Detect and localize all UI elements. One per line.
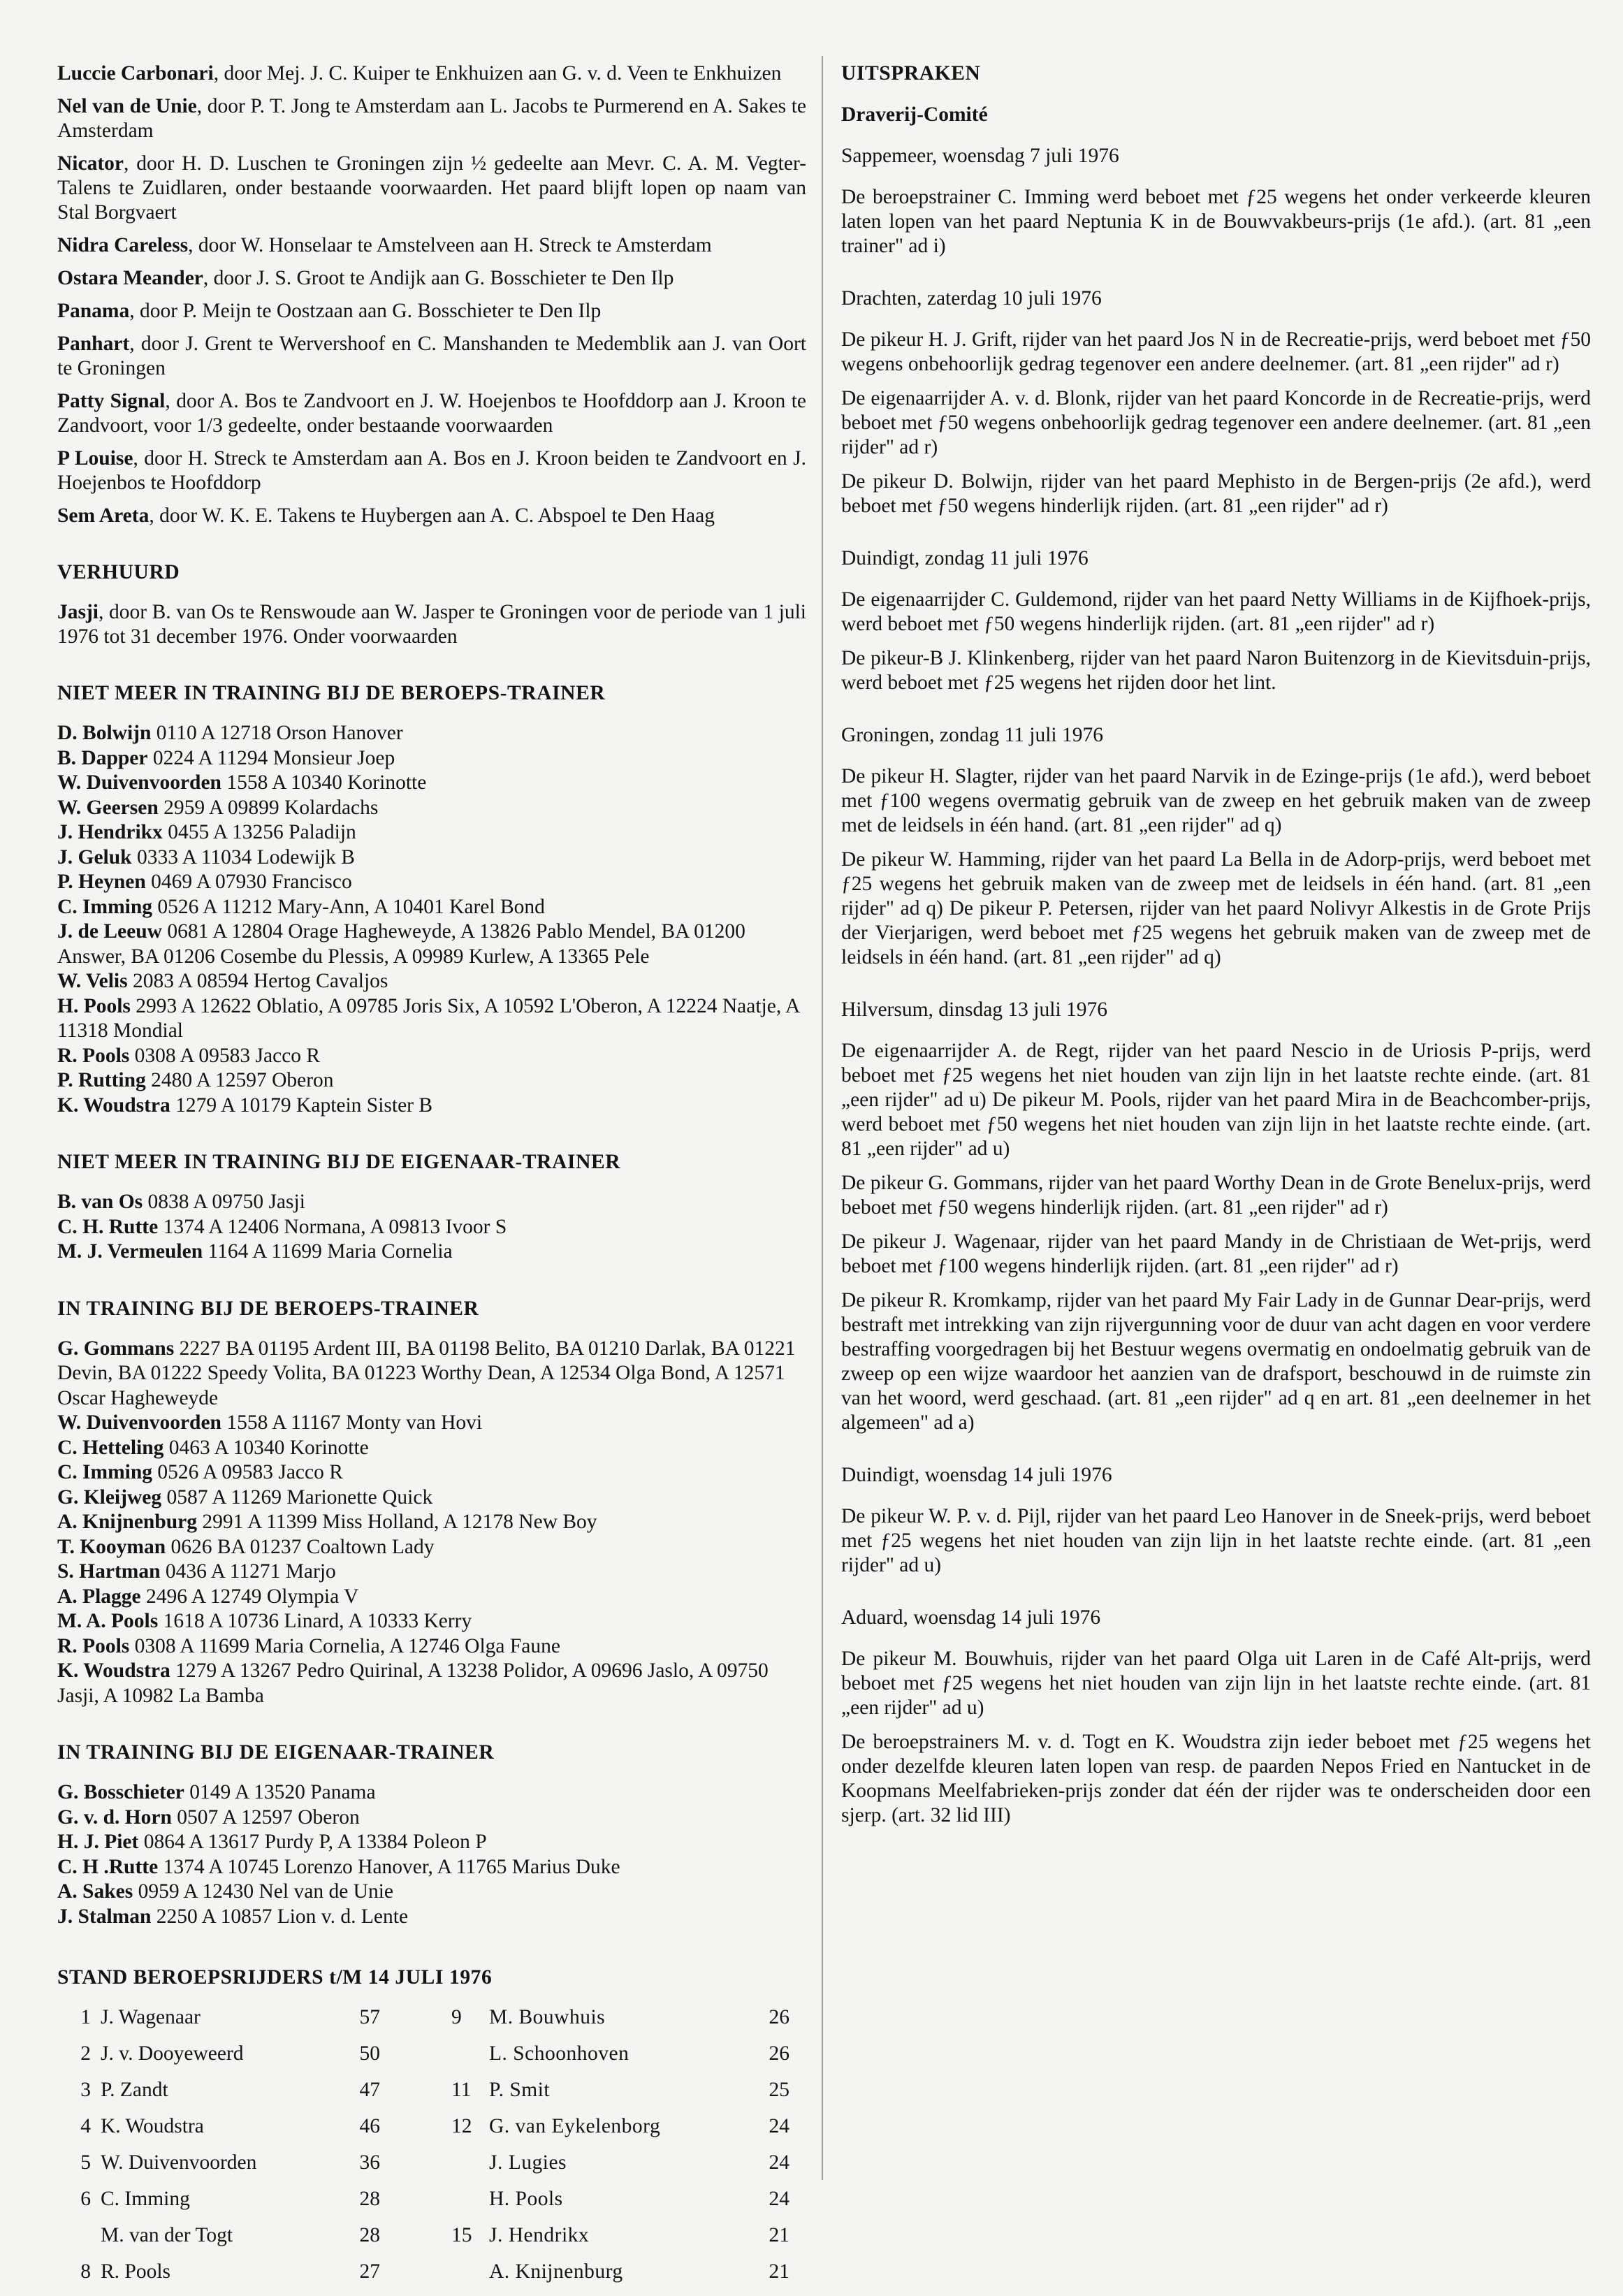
- horse-name: Nel van de Unie: [57, 95, 197, 117]
- horse-name: Patty Signal: [57, 390, 166, 412]
- stand-name: M. van der Togt: [101, 2224, 233, 2246]
- meeting-location: Hilversum, dinsdag 13 juli 1976: [841, 998, 1108, 1021]
- stand-left: [57, 2151, 432, 2175]
- meeting-section: [841, 998, 1591, 1435]
- trainer-entry: [57, 1830, 806, 1855]
- ruling-text: De pikeur R. Kromkamp, rijder van het paard My Fair Lady in de Gunnar Dear-prijs, werd bestraft met intrekking van zijn rijvergunning voor de duur van acht dagen en voor verdere bestraffing voorgedragen bij het Bestuur wegens overmatig en ondoelmatig gebruik van de zweep op een wijze waardoor het aanzien van de drafsport, beschouwd in de ruimste zin van het woord, werd geschaad. (art. 81 „een rijder" ad q en art. 81 „een deelnemer in het algemeen" ad a): [841, 1289, 1591, 1434]
- trainer-horses: 2496 A 12749 Olympia V: [140, 1585, 359, 1608]
- transfer-text: , door J. S. Groot te Andijk aan G. Bosschieter te Den Ilp: [203, 267, 674, 289]
- stand-left: [57, 2260, 432, 2284]
- trainer-entry: [57, 1240, 806, 1265]
- meeting-section: [841, 1463, 1591, 1578]
- trainer-entry: [57, 1855, 806, 1880]
- horse-name: P Louise: [57, 447, 133, 470]
- stand-points: 28: [359, 2188, 380, 2210]
- trainer-name: C. H. Rutte: [57, 1215, 159, 1238]
- stand-rank: 9: [451, 2006, 462, 2028]
- trainer-name: R. Pools: [57, 1634, 130, 1657]
- stand-points: 28: [359, 2224, 380, 2246]
- trainer-name: G. v. d. Horn: [57, 1805, 172, 1829]
- stand-points: 21: [769, 2260, 789, 2283]
- trainer-entry: [57, 994, 806, 1044]
- trainer-name: B. van Os: [57, 1191, 143, 1213]
- trainer-name: P. Heynen: [57, 871, 146, 893]
- stand-heading: STAND BEROEPSRIJDERS t/M 14 JULI 1976: [57, 1966, 493, 1989]
- meeting-section: [841, 723, 1591, 970]
- stand-left: [57, 2114, 432, 2139]
- trainer-horses: 2250 A 10857 Lion v. d. Lente: [151, 1905, 409, 1928]
- transfer-text: , door H. D. Luschen te Groningen zijn ½ gedeelte aan Mevr. C. A. M. Vegter-Talens te Zuidlaren, onder bestaande voorwaarden. Het paard blijft lopen op naam van Stal Borgvaert: [57, 152, 806, 224]
- ruling-text: De beroepstrainers M. v. d. Togt en K. Woudstra zijn ieder beboet met ƒ25 wegens het onder dezelfde kleuren laten lopen van resp. de paarden Nepos Fried en Nantucket in de Koopmans Meelfabrieken-prijs zonder dat één der rijder was te onderscheiden door een sjerp. (art. 32 lid III): [841, 1731, 1591, 1826]
- trainer-horses: 1558 A 10340 Korinotte: [221, 771, 427, 794]
- trainer-horses: 1374 A 10745 Lorenzo Hanover, A 11765 Marius Duke: [158, 1855, 620, 1878]
- stand-row: [57, 2223, 806, 2260]
- meeting-section: [841, 286, 1591, 518]
- stand-points: 25: [769, 2079, 789, 2101]
- ruling-text: De pikeur J. Wagenaar, rijder van het paard Mandy in de Christiaan de Wet-prijs, werd beboet met ƒ100 wegens hinderlijk rijden. (art. 81 „een rijder" ad r): [841, 1230, 1591, 1277]
- stand-points: 50: [359, 2042, 380, 2065]
- trainer-name: W. Geersen: [57, 796, 159, 819]
- trainer-name: A. Knijnenburg: [57, 1511, 197, 1533]
- stand-points: 24: [769, 2115, 789, 2137]
- transfer-entry: [57, 299, 806, 324]
- transfer-entry: [57, 94, 806, 143]
- horse-name: Nicator: [57, 152, 124, 175]
- trainer-horses: 0149 A 13520 Panama: [184, 1781, 376, 1803]
- stand-right: [432, 2042, 806, 2066]
- transfer-text: , door P. T. Jong te Amsterdam aan L. Jacobs te Purmerend en A. Sakes te Amsterdam: [57, 95, 807, 142]
- trainer-entry: [57, 870, 806, 895]
- trainer-horses: 2480 A 12597 Oberon: [145, 1069, 334, 1091]
- ruling-text: De pikeur W. Hamming, rijder van het paard La Bella in de Adorp-prijs, werd beboet met ƒ25 wegens het gebruik maken van de zweep met de leidsels in één hand. (art. 81 „een rijder" ad q) De pikeur P. Petersen, rijder van het paard Nolivyr Alkestis in de Grote Prijs der Vierjarigen, werd beboet met ƒ25 wegens het gebruik maken van de zweep met de leidsels in één hand. (art. 81 „een rijder" ad q): [841, 848, 1591, 968]
- stand-name: J. Lugies: [489, 2151, 567, 2174]
- stand-name: R. Pools: [101, 2260, 171, 2283]
- section-heading: IN TRAINING BIJ DE BEROEPS-TRAINER: [57, 1297, 479, 1320]
- stand-right: [432, 2005, 806, 2030]
- stand-right: [432, 2223, 806, 2248]
- stand-rank: [57, 2223, 101, 2248]
- trainer-name: J. Hendrikx: [57, 821, 163, 843]
- section-heading: NIET MEER IN TRAINING BIJ DE EIGENAAR-TRAINER: [57, 1151, 621, 1173]
- trainer-horses: 0526 A 11212 Mary-Ann, A 10401 Karel Bond: [152, 895, 545, 918]
- stand-row: [57, 2187, 806, 2223]
- trainer-entry: [57, 1337, 806, 1411]
- trainer-name: K. Woudstra: [57, 1093, 170, 1117]
- stand-name: L. Schoonhoven: [489, 2042, 629, 2065]
- trainer-entry: [57, 1436, 806, 1461]
- trainer-name: W. Duivenvoorden: [57, 1411, 221, 1434]
- horse-name: Sem Areta: [57, 504, 150, 527]
- verhuurd-entry: [57, 600, 806, 649]
- trainer-entry: [57, 1044, 806, 1069]
- trainer-name: P. Rutting: [57, 1069, 146, 1091]
- stand-points: 26: [769, 2006, 789, 2028]
- trainer-name: R. Pools: [57, 1044, 130, 1067]
- trainer-horses: 1374 A 12406 Normana, A 09813 Ivoor S: [158, 1215, 507, 1238]
- transfer-text: , door J. Grent te Wervershoof en C. Manshanden te Medemblik aan J. van Oort te Groningen: [57, 333, 806, 379]
- stand-points: 57: [359, 2006, 380, 2028]
- trainer-name: C. Imming: [57, 1461, 153, 1483]
- transfer-entry: [57, 389, 806, 438]
- trainer-horses: 0469 A 07930 Francisco: [145, 871, 352, 893]
- trainer-name: C. H .Rutte: [57, 1855, 159, 1878]
- trainer-entry: [57, 721, 806, 746]
- trainer-name: H. Pools: [57, 994, 131, 1017]
- trainer-name: K. Woudstra: [57, 1659, 170, 1682]
- meeting-location: Sappemeer, woensdag 7 juli 1976: [841, 145, 1119, 167]
- ruling-text: De pikeur D. Bolwijn, rijder van het paard Mephisto in de Bergen-prijs (2e afd.), werd beboet met ƒ50 wegens hinderlijk rijden. (art. 81 „een rijder" ad r): [841, 470, 1591, 517]
- horse-name: Panhart: [57, 333, 130, 355]
- stand-rank: 15: [451, 2224, 472, 2246]
- trainer-entry: [57, 1068, 806, 1093]
- stand-name: K. Woudstra: [101, 2115, 204, 2137]
- stand-rank: 8: [80, 2260, 91, 2283]
- trainer-horses: 1164 A 11699 Maria Cornelia: [203, 1240, 453, 1263]
- horse-name: Panama: [57, 300, 130, 322]
- trainer-name: J. Stalman: [57, 1905, 152, 1928]
- uitspraken-heading: UITSPRAKEN: [841, 62, 981, 85]
- left-column: [57, 61, 806, 2296]
- right-column: [841, 61, 1591, 1856]
- trainer-entry: [57, 1485, 806, 1511]
- trainer-horses: 0308 A 11699 Maria Cornelia, A 12746 Olga Faune: [129, 1634, 560, 1657]
- column-divider: [822, 56, 823, 2180]
- trainer-name: H. J. Piet: [57, 1831, 139, 1853]
- verhuurd-heading: VERHUURD: [57, 561, 180, 583]
- stand-points: 21: [769, 2224, 789, 2246]
- stand-rank: [432, 2260, 489, 2284]
- trainer-name: G. Bosschieter: [57, 1781, 184, 1803]
- transfer-text: , door H. Streck te Amsterdam aan A. Bos en J. Kroon beiden te Zandvoort en J. Hoejenbos te Hoofddorp: [57, 447, 806, 494]
- stand-left: [57, 2042, 432, 2066]
- trainer-entry: [57, 1215, 806, 1240]
- stand-rank: 12: [451, 2115, 472, 2137]
- uitspraken-subheading: Draverij-Comité: [841, 103, 988, 126]
- trainer-horses: 0333 A 11034 Lodewijk B: [131, 845, 355, 869]
- trainer-name: G. Gommans: [57, 1337, 175, 1360]
- stand-name: C. Imming: [101, 2188, 190, 2210]
- transfer-text: , door W. Honselaar te Amstelveen aan H. Streck te Amsterdam: [188, 234, 712, 256]
- stand-rank: 1: [80, 2006, 91, 2028]
- trainer-entry: [57, 1560, 806, 1585]
- trainer-name: B. Dapper: [57, 746, 148, 769]
- stand-name: P. Zandt: [101, 2079, 168, 2101]
- trainer-name: A. Plagge: [57, 1585, 141, 1608]
- horse-name: Ostara Meander: [57, 267, 203, 289]
- ruling-text: De pikeur M. Bouwhuis, rijder van het paard Olga uit Laren in de Café Alt-prijs, werd beboet met ƒ25 wegens het niet houden van zijn lijn in het laatste rechte einde. (art. 81 „een rijder" ad u): [841, 1648, 1591, 1719]
- stand-rank: 11: [451, 2079, 472, 2101]
- trainer-horses: 2959 A 09899 Kolardachs: [158, 796, 379, 819]
- trainer-entry: [57, 1659, 806, 1708]
- stand-rank: 6: [80, 2188, 91, 2210]
- trainer-name: M. J. Vermeulen: [57, 1240, 203, 1263]
- training-section: [57, 681, 806, 1118]
- trainer-horses: 0526 A 09583 Jacco R: [152, 1461, 343, 1483]
- stand-name: J. Wagenaar: [101, 2006, 201, 2028]
- transfer-entry: [57, 332, 806, 381]
- trainer-entry: [57, 1093, 806, 1119]
- trainer-entry: [57, 746, 806, 771]
- stand-name: J. v. Dooyeweerd: [101, 2042, 244, 2065]
- horse-name: Luccie Carbonari: [57, 62, 214, 85]
- trainer-entry: [57, 1585, 806, 1610]
- trainer-name: C. Imming: [57, 895, 153, 918]
- trainer-entry: [57, 1805, 806, 1831]
- meeting-location: Duindigt, woensdag 14 juli 1976: [841, 1464, 1112, 1486]
- stand-points: 46: [359, 2115, 380, 2137]
- trainer-name: D. Bolwijn: [57, 722, 152, 744]
- ruling-text: De pikeur-B J. Klinkenberg, rijder van het paard Naron Buitenzorg in de Kievitsduin-prijs, werd beboet met ƒ25 wegens het rijden door het lint.: [841, 647, 1591, 694]
- transfer-entry: [57, 446, 806, 495]
- trainer-horses: 0587 A 11269 Marionette Quick: [161, 1485, 433, 1509]
- ruling-text: De pikeur H. J. Grift, rijder van het paard Jos N in de Recreatie-prijs, werd beboet met ƒ50 wegens onbehoorlijk gedrag tegenover een andere deelnemer. (art. 81 „een rijder" ad r): [841, 328, 1591, 375]
- section-heading: NIET MEER IN TRAINING BIJ DE BEROEPS-TRAINER: [57, 682, 606, 704]
- trainer-entry: [57, 895, 806, 920]
- trainer-entry: [57, 920, 806, 969]
- stand-points: 24: [769, 2188, 789, 2210]
- stand-right: [432, 2078, 806, 2102]
- stand-table: [57, 2005, 806, 2296]
- transfer-text: , door W. K. E. Takens te Huybergen aan A. C. Abspoel te Den Haag: [149, 504, 715, 527]
- trainer-horses: 2993 A 12622 Oblatio, A 09785 Joris Six, A 10592 L'Oberon, A 12224 Naatje, A 11318 Mondial: [57, 994, 799, 1042]
- meeting-list: [841, 144, 1591, 1828]
- stand-rank: [432, 2187, 489, 2211]
- meeting-location: Groningen, zondag 11 juli 1976: [841, 724, 1103, 746]
- trainer-horses: 0308 A 09583 Jacco R: [129, 1044, 321, 1067]
- ruling-text: De pikeur W. P. v. d. Pijl, rijder van het paard Leo Hanover in de Sneek-prijs, werd beboet met ƒ25 wegens het niet houden van zijn lijn in het laatste rechte einde. (art. 81 „een rijder" ad u): [841, 1505, 1591, 1576]
- ruling-text: De pikeur H. Slagter, rijder van het paard Narvik in de Ezinge-prijs (1e afd.), werd beboet met ƒ100 wegens overmatig gebruik van de zweep en het gebruik maken van de zweep met de leidsels in één hand. (art. 81 „een rijder" ad q): [841, 765, 1591, 836]
- trainer-entry: [57, 1905, 806, 1930]
- stand-name: J. Hendrikx: [489, 2224, 590, 2246]
- ruling-text: De eigenaarrijder A. v. d. Blonk, rijder van het paard Koncorde in de Recreatie-prijs, werd beboet met ƒ50 wegens onbehoorlijk gedrag tegenover een andere deelnemer. (art. 81 „een rijder" ad r): [841, 387, 1591, 458]
- verhuurd-text: , door B. van Os te Renswoude aan W. Jasper te Groningen voor de periode van 1 juli 1976 tot 31 december 1976. Onder voorwaarden: [57, 601, 806, 648]
- trainer-horses: 1618 A 10736 Linard, A 10333 Kerry: [158, 1610, 472, 1632]
- trainer-entry: [57, 1411, 806, 1436]
- stand-name: P. Smit: [489, 2079, 551, 2101]
- stand-right: [432, 2260, 806, 2284]
- training-section: [57, 1741, 806, 1929]
- stand-points: 24: [769, 2151, 789, 2174]
- stand-row: [57, 2260, 806, 2296]
- trainer-entry: [57, 1510, 806, 1535]
- trainer-entry: [57, 845, 806, 871]
- section-heading: IN TRAINING BIJ DE EIGENAAR-TRAINER: [57, 1741, 495, 1764]
- trainer-horses: 2227 BA 01195 Ardent III, BA 01198 Belito, BA 01210 Darlak, BA 01221 Devin, BA 01222 Speedy Volita, BA 01223 Worthy Dean, A 12534 Olga Bond, A 12571 Oscar Hagheweyde: [57, 1337, 796, 1409]
- trainer-entry: [57, 796, 806, 821]
- trainer-name: T. Kooyman: [57, 1535, 166, 1558]
- stand-right: [432, 2187, 806, 2211]
- trainer-horses: 0455 A 13256 Paladijn: [162, 821, 356, 843]
- transfer-entry: [57, 152, 806, 225]
- trainer-entry: [57, 1634, 806, 1659]
- trainer-entry: [57, 969, 806, 994]
- stand-row: [57, 2005, 806, 2042]
- stand-left: [57, 2005, 432, 2030]
- stand-rank: 2: [80, 2042, 91, 2065]
- trainer-entry: [57, 1190, 806, 1215]
- transfer-text: , door A. Bos te Zandvoort en J. W. Hoejenbos te Hoofddorp aan J. Kroon te Zandvoort, voor 1/3 gedeelte, onder bestaande voorwaarden: [57, 390, 806, 437]
- stand-points: 36: [359, 2151, 380, 2174]
- trainer-name: A. Sakes: [57, 1880, 133, 1903]
- meeting-section: [841, 546, 1591, 695]
- trainer-entry: [57, 1609, 806, 1634]
- ruling-text: De eigenaarrijder C. Guldemond, rijder van het paard Netty Williams in de Kijfhoek-prijs, werd beboet met ƒ50 wegens hinderlijk rijden. (art. 81 „een rijder" ad r): [841, 588, 1591, 635]
- stand-left: [57, 2223, 432, 2248]
- trainer-horses: 0110 A 12718 Orson Hanover: [151, 722, 403, 744]
- ruling-text: De beroepstrainer C. Imming werd beboet met ƒ25 wegens het onder verkeerde kleuren laten lopen van het paard Neptunia K in de Bouwvakbeurs-prijs (1e afd.). (art. 81 „een trainer" ad i): [841, 186, 1591, 257]
- trainer-horses: 0626 BA 01237 Coaltown Lady: [166, 1535, 435, 1558]
- transfer-entry: [57, 233, 806, 258]
- stand-rank: 5: [80, 2151, 91, 2174]
- trainer-horses: 0681 A 12804 Orage Hagheweyde, A 13826 Pablo Mendel, BA 01200 Answer, BA 01206 Cosembe du Plessis, A 09989 Kurlew, A 13365 Pele: [57, 920, 745, 968]
- transfer-text: , door Mej. J. C. Kuiper te Enkhuizen aan G. v. d. Veen te Enkhuizen: [213, 62, 782, 85]
- transfer-entry: [57, 504, 806, 528]
- meeting-location: Drachten, zaterdag 10 juli 1976: [841, 287, 1102, 310]
- stand-row: [57, 2114, 806, 2151]
- stand-rank: 3: [80, 2079, 91, 2101]
- trainer-horses: 0838 A 09750 Jasji: [143, 1191, 305, 1213]
- trainer-entry: [57, 1460, 806, 1485]
- trainer-horses: 1279 A 10179 Kaptein Sister B: [170, 1093, 433, 1117]
- trainer-entry: [57, 771, 806, 796]
- stand-points: 47: [359, 2079, 380, 2101]
- trainer-entry: [57, 1535, 806, 1560]
- stand-left: [57, 2078, 432, 2102]
- stand-points: 27: [359, 2260, 380, 2283]
- trainer-entry: [57, 1780, 806, 1805]
- training-section: [57, 1150, 806, 1265]
- verhuurd-horse-name: Jasji: [57, 601, 99, 623]
- transfer-entry: [57, 61, 806, 86]
- horse-name: Nidra Careless: [57, 234, 189, 256]
- transfer-text: , door P. Meijn te Oostzaan aan G. Bosschieter te Den Ilp: [129, 300, 602, 322]
- trainer-name: J. Geluk: [57, 845, 132, 869]
- trainer-horses: 2083 A 08594 Hertog Cavaljos: [127, 970, 388, 992]
- trainer-horses: 0436 A 11271 Marjo: [160, 1560, 336, 1583]
- stand-row: [57, 2042, 806, 2078]
- trainer-horses: 1558 A 11167 Monty van Hovi: [221, 1411, 483, 1434]
- trainer-horses: 1279 A 13267 Pedro Quirinal, A 13238 Polidor, A 09696 Jaslo, A 09750 Jasji, A 10982 La Bamba: [57, 1659, 769, 1707]
- transfer-list: [57, 61, 806, 528]
- ruling-text: De pikeur G. Gommans, rijder van het paard Worthy Dean in de Grote Benelux-prijs, werd beboet met ƒ50 wegens hinderlijk rijden. (art. 81 „een rijder" ad r): [841, 1172, 1591, 1219]
- stand-name: A. Knijnenburg: [489, 2260, 623, 2283]
- stand-rank: [432, 2042, 489, 2066]
- ruling-text: De eigenaarrijder A. de Regt, rijder van het paard Nescio in de Uriosis P-prijs, werd beboet met ƒ25 wegens het niet houden van zijn lijn in het laatste rechte einde. (art. 81 „een rijder" ad u) De pikeur M. Pools, rijder van het paard Mira in de Beachcomber-prijs, werd beboet met ƒ50 wegens het niet houden van zijn lijn in het laatste rechte einde. (art. 81 „een rijder" ad u): [841, 1040, 1591, 1160]
- trainer-name: W. Velis: [57, 970, 128, 992]
- stand-left: [57, 2187, 432, 2211]
- trainer-name: J. de Leeuw: [57, 920, 162, 943]
- stand-right: [432, 2114, 806, 2139]
- stand-right: [432, 2151, 806, 2175]
- transfer-entry: [57, 266, 806, 291]
- stand-rank: [432, 2151, 489, 2175]
- training-section: [57, 1297, 806, 1709]
- stand-name: M. Bouwhuis: [489, 2006, 606, 2028]
- trainer-entry: [57, 1880, 806, 1905]
- meeting-location: Duindigt, zondag 11 juli 1976: [841, 547, 1089, 569]
- stand-points: 26: [769, 2042, 789, 2065]
- trainer-horses: 0864 A 13617 Purdy P, A 13384 Poleon P: [138, 1831, 487, 1853]
- trainer-name: S. Hartman: [57, 1560, 161, 1583]
- trainer-horses: 0463 A 10340 Korinotte: [163, 1436, 369, 1459]
- stand-name: G. van Eykelenborg: [489, 2115, 661, 2137]
- trainer-horses: 2991 A 11399 Miss Holland, A 12178 New Boy: [197, 1511, 597, 1533]
- trainer-name: M. A. Pools: [57, 1610, 159, 1632]
- trainer-horses: 0507 A 12597 Oberon: [171, 1805, 360, 1829]
- trainer-horses: 0959 A 12430 Nel van de Unie: [133, 1880, 394, 1903]
- trainer-horses: 0224 A 11294 Monsieur Joep: [147, 746, 395, 769]
- trainer-entry: [57, 820, 806, 845]
- stand-rank: 4: [80, 2115, 91, 2137]
- trainer-name: G. Kleijweg: [57, 1485, 162, 1509]
- trainer-name: W. Duivenvoorden: [57, 771, 221, 794]
- stand-row: [57, 2151, 806, 2187]
- stand-name: H. Pools: [489, 2188, 563, 2210]
- training-sections: [57, 681, 806, 1929]
- meeting-location: Aduard, woensdag 14 juli 1976: [841, 1606, 1101, 1629]
- trainer-name: C. Hetteling: [57, 1436, 164, 1459]
- stand-row: [57, 2078, 806, 2114]
- meeting-section: [841, 1606, 1591, 1828]
- stand-name: W. Duivenvoorden: [101, 2151, 257, 2174]
- meeting-section: [841, 144, 1591, 259]
